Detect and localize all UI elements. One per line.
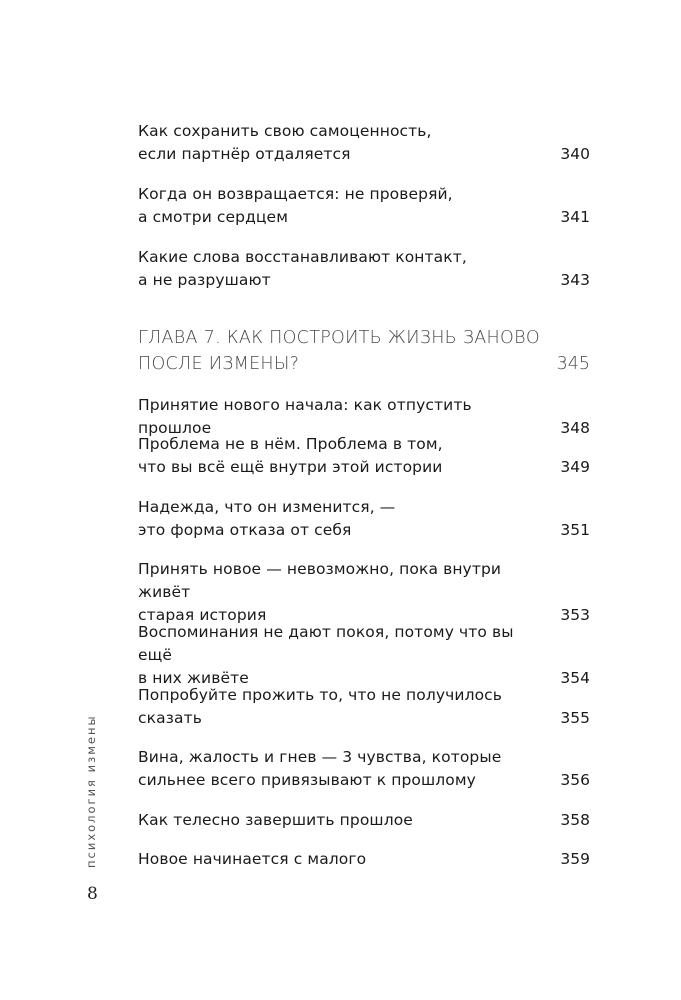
toc-entry[interactable] (138, 246, 590, 292)
toc-entry-page: 358 (560, 811, 590, 829)
page-number: 8 (87, 884, 98, 904)
toc-entry[interactable] (138, 809, 590, 832)
running-head: психология измены (84, 714, 98, 868)
toc-entry-page: 359 (560, 850, 590, 868)
toc-entry-title: Воспоминания не дают покоя, потому что вы ещё в них живёте (138, 623, 514, 687)
toc-entry-title: Какие слова восстанавливают контакт, а не разрушают (138, 248, 467, 289)
toc-entry-title: Проблема не в нём. Проблема в том, что вы всё ещё внутри этой истории (138, 435, 443, 476)
toc-entry-page: 349 (560, 458, 590, 476)
toc-entry-title: Как телесно завершить прошлое (138, 811, 413, 829)
toc-entry-page: 341 (560, 208, 590, 226)
toc-entry-page: 343 (560, 271, 590, 289)
toc-entry-title: Надежда, что он изменится, — это форма отказа от себя (138, 498, 396, 539)
toc-entry-page: 356 (560, 771, 590, 789)
toc-entry[interactable] (138, 684, 590, 730)
toc-entry[interactable] (138, 621, 590, 690)
toc-entry[interactable] (138, 848, 590, 871)
toc-entry-title: Принять новое — невозможно, пока внутри живёт старая история (138, 560, 502, 624)
toc-entry-title: Как сохранить свою самоценность, если партнёр отдаляется (138, 122, 432, 163)
toc-entry[interactable] (138, 558, 590, 627)
toc-entry[interactable] (138, 120, 590, 166)
toc-entry[interactable] (138, 433, 590, 479)
toc-entry-title: Когда он возвращается: не проверяй, а смотри сердцем (138, 185, 453, 226)
toc-entry[interactable] (138, 496, 590, 542)
toc-entry-page: 351 (560, 521, 590, 539)
toc-entry-page: 355 (560, 709, 590, 727)
toc-entry-page: 340 (560, 145, 590, 163)
toc-entry-title: Новое начинается с малого (138, 850, 367, 868)
toc-entry[interactable] (138, 183, 590, 229)
toc-entry-title: Попробуйте прожить то, что не получилось сказать (138, 686, 503, 727)
toc-entry-page: 348 (560, 419, 590, 437)
toc-entry-title: Вина, жалость и гнев — 3 чувства, которые сильнее всего привязывают к прошлому (138, 748, 502, 789)
toc-entry[interactable] (138, 746, 590, 792)
toc-entry-page: 353 (560, 606, 590, 624)
toc-chapter-page: 345 (556, 354, 590, 374)
toc-entry-page: 354 (560, 669, 590, 687)
toc-chapter-heading[interactable] (138, 325, 590, 377)
toc-entry-title: Принятие нового начала: как отпустить прошлое (138, 396, 472, 437)
toc-chapter-title: ГЛАВА 7. КАК ПОСТРОИТЬ ЖИЗНЬ ЗАНОВО ПОСЛЕ ИЗМЕНЫ? (138, 328, 540, 374)
